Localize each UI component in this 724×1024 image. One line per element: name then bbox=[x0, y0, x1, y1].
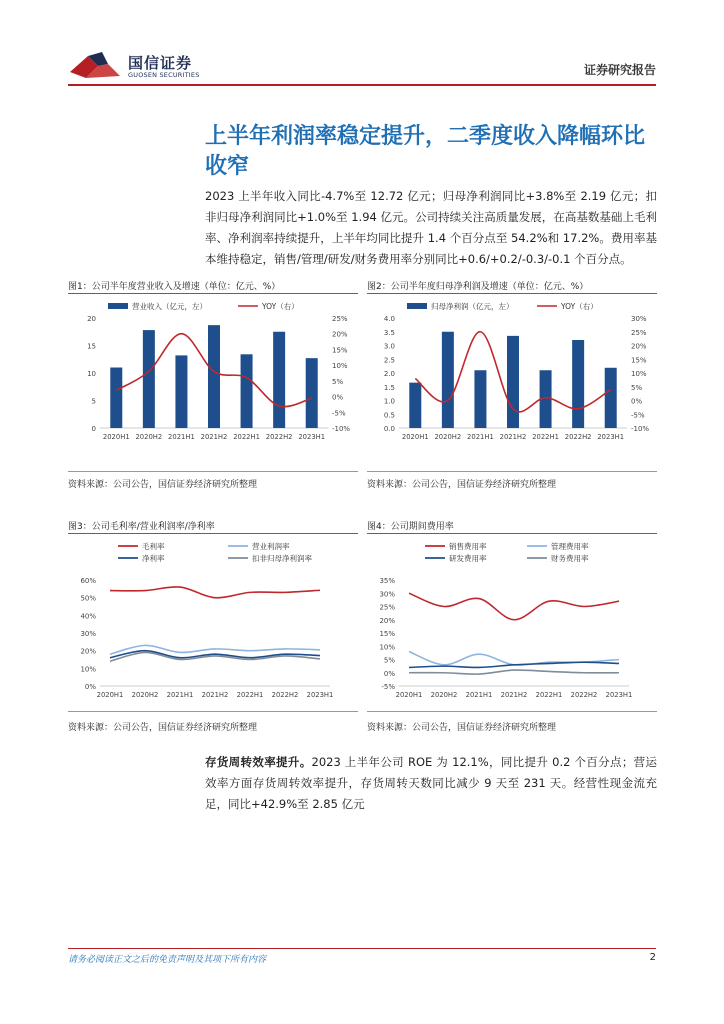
fig1-title: 图1：公司半年度营业收入及增速（单位：亿元、%） bbox=[68, 282, 281, 292]
fig2-ytick-left: 1.5 bbox=[383, 383, 395, 392]
fig3-ytick: 30% bbox=[80, 630, 96, 638]
fig2-bar bbox=[442, 332, 454, 428]
fig2-bar bbox=[409, 383, 421, 428]
fig2-title: 图2：公司半年度归母净利润及增速（单位：亿元、%） bbox=[367, 282, 589, 292]
fig2-ytick-right: 20% bbox=[631, 342, 647, 351]
fig1-bar bbox=[273, 332, 285, 428]
fig3-series-line bbox=[110, 587, 320, 598]
fig4-ytick: 15% bbox=[379, 630, 395, 638]
logo-text-cn: 国信证券 bbox=[128, 54, 193, 72]
fig1-ytick-left: 20 bbox=[87, 315, 96, 323]
fig3-title: 图3：公司毛利率/营业利润率/净利率 bbox=[68, 522, 215, 532]
logo-text-en: GUOSEN SECURITIES bbox=[128, 71, 200, 79]
fig2-legend-bar-label: 归母净利润（亿元，左） bbox=[431, 302, 514, 311]
fig4-ytick: 30% bbox=[379, 590, 395, 599]
fig1-bar bbox=[110, 368, 122, 429]
fig3-legend-label: 营业利润率 bbox=[252, 542, 290, 551]
fig2-legend-line-label: YOY（右） bbox=[561, 302, 598, 311]
fig2-ytick-right: -10% bbox=[631, 425, 650, 433]
fig4-legend-label: 销售费用率 bbox=[449, 542, 487, 551]
fig1-bar bbox=[175, 355, 187, 428]
fig1-xtick: 2022H1 bbox=[233, 433, 260, 441]
fig2-ytick-right: 25% bbox=[631, 328, 647, 337]
fig2-ytick-right: 15% bbox=[631, 356, 647, 365]
fig1-ytick-right: 0% bbox=[332, 393, 344, 402]
fig2-ytick-left: 3.5 bbox=[383, 328, 395, 337]
fig3-legend-label: 净利率 bbox=[142, 554, 165, 563]
fig1-ytick-right: 5% bbox=[332, 377, 344, 386]
fig1-ytick-right: 10% bbox=[332, 362, 348, 371]
fig1-xtick: 2023H1 bbox=[298, 433, 326, 441]
fig1-xtick: 2021H2 bbox=[200, 433, 228, 441]
fig4-source: 资料来源：公司公告，国信证券经济研究所整理 bbox=[367, 723, 557, 733]
fig2-bar bbox=[474, 370, 486, 428]
fig2-bar bbox=[605, 368, 617, 428]
fig4-title-rule bbox=[367, 533, 657, 534]
fig1-bar bbox=[241, 354, 253, 428]
fig2-ytick-right: 0% bbox=[631, 397, 643, 406]
fig1-ytick-left: 15 bbox=[87, 342, 96, 351]
fig3-source-rule bbox=[68, 711, 358, 712]
fig4-ytick: 20% bbox=[379, 616, 395, 625]
fig4-series-line bbox=[409, 670, 619, 674]
fig1-xtick: 2020H1 bbox=[102, 433, 130, 441]
fig1-chart bbox=[68, 298, 358, 468]
fig3-xtick: 2022H2 bbox=[271, 691, 299, 699]
fig1-bar bbox=[143, 330, 155, 428]
intro-paragraph: 2023 上半年收入同比-4.7%至 12.72 亿元；归母净利润同比+3.8%至 2.19 亿元；扣非归母净利润同比+1.0%至 1.94 亿元。公司持续关注高质量发展，在高基数基础上毛利率、净利润率持续提升，上半年均同比提升 1.4 个百分点至 54.2%和 17.2%。费用率基本维持稳定，销售/管理/研发/财务费用率分别同比+0.6/+0.2/-0.3/-0.1 个百分点。 bbox=[205, 189, 657, 266]
fig3-source: 资料来源：公司公告，国信证券经济研究所整理 bbox=[68, 723, 258, 733]
fig2-xtick: 2020H1 bbox=[401, 433, 429, 441]
fig1-xtick: 2022H2 bbox=[265, 433, 293, 441]
fig3-ytick: 10% bbox=[80, 665, 96, 674]
fig4-xtick: 2021H1 bbox=[465, 691, 493, 699]
fig3-ytick: 0% bbox=[84, 683, 96, 691]
fig2-ytick-left: 1.0 bbox=[383, 397, 395, 406]
fig4-xtick: 2021H2 bbox=[500, 691, 528, 699]
footer-disclaimer: 请务必阅读正文之后的免责声明及其项下所有内容 bbox=[68, 955, 267, 965]
fig1-ytick-left: 0 bbox=[91, 425, 96, 433]
fig1-legend-bar-label: 营业收入（亿元，左） bbox=[132, 302, 207, 311]
fig3-ytick: 50% bbox=[80, 594, 96, 603]
page-header bbox=[0, 0, 724, 90]
fig4-xtick: 2023H1 bbox=[605, 691, 633, 699]
fig2-xtick: 2022H2 bbox=[564, 433, 592, 441]
fig4-legend-label: 管理费用率 bbox=[551, 542, 589, 551]
fig1-xtick: 2021H1 bbox=[168, 433, 195, 441]
fig2-xtick: 2020H2 bbox=[434, 433, 462, 441]
fig2-xtick: 2021H2 bbox=[499, 433, 527, 441]
fig1-xtick: 2020H2 bbox=[135, 433, 163, 441]
fig1-legend-line-label: YOY（右） bbox=[262, 302, 299, 311]
fig2-source: 资料来源：公司公告，国信证券经济研究所整理 bbox=[367, 480, 557, 490]
fig3-ytick: 60% bbox=[80, 577, 96, 585]
fig3-legend-label: 毛利率 bbox=[142, 542, 165, 551]
fig4-ytick: 0% bbox=[383, 669, 395, 678]
fig1-legend-bar-swatch bbox=[108, 303, 128, 309]
fig3-xtick: 2021H1 bbox=[166, 691, 194, 699]
fig3-legend-label: 扣非归母净利润率 bbox=[252, 554, 312, 563]
fig1-ytick-left: 5 bbox=[91, 397, 96, 406]
page-number: 2 bbox=[649, 952, 656, 963]
section-title: 上半年利润率稳定提升，二季度收入降幅环比收窄 bbox=[205, 124, 646, 179]
fig3-xtick: 2020H1 bbox=[96, 691, 124, 699]
fig2-ytick-right: 30% bbox=[631, 315, 647, 323]
fig2-ytick-left: 0.5 bbox=[383, 411, 395, 420]
fig2-bar bbox=[572, 340, 584, 428]
fig4-legend-label: 研发费用率 bbox=[449, 554, 487, 563]
fig2-ytick-left: 4.0 bbox=[383, 315, 395, 323]
fig1-source: 资料来源：公司公告，国信证券经济研究所整理 bbox=[68, 480, 258, 490]
fig3-chart bbox=[68, 538, 358, 708]
fig1-ytick-right: 15% bbox=[332, 346, 348, 355]
inventory-body: 2023 上半年公司 ROE 为 12.1%，同比提升 0.2 个百分点；营运效率方面存货周转效率提升，存货周转天数同比减少 9 天至 231 天。经营性现金流充足，同比+42.9%至 2.85 亿元 bbox=[205, 755, 657, 811]
header-divider bbox=[68, 84, 656, 86]
fig4-xtick: 2022H1 bbox=[535, 691, 563, 699]
fig1-ytick-left: 10 bbox=[87, 370, 96, 378]
fig1-source-rule bbox=[68, 471, 358, 472]
fig4-series-line bbox=[409, 652, 619, 666]
fig4-ytick: 35% bbox=[379, 577, 395, 585]
fig2-ytick-left: 3.0 bbox=[383, 342, 395, 351]
fig4-chart bbox=[367, 538, 657, 708]
fig2-chart bbox=[367, 298, 657, 468]
fig4-xtick: 2020H2 bbox=[430, 691, 458, 699]
fig4-source-rule bbox=[367, 711, 657, 712]
fig4-xtick: 2022H2 bbox=[570, 691, 598, 699]
report-type-label: 证券研究报告 bbox=[583, 63, 656, 77]
footer-divider bbox=[68, 948, 656, 949]
fig4-xtick: 2020H1 bbox=[395, 691, 423, 699]
fig3-xtick: 2023H1 bbox=[306, 691, 334, 699]
fig2-xtick: 2023H1 bbox=[597, 433, 625, 441]
fig1-ytick-right: 25% bbox=[332, 315, 348, 323]
fig4-legend-label: 财务费用率 bbox=[551, 554, 589, 563]
fig3-title-rule bbox=[68, 533, 358, 534]
fig1-ytick-right: 20% bbox=[332, 330, 348, 339]
fig2-bar bbox=[507, 336, 519, 428]
fig1-ytick-right: -5% bbox=[332, 409, 346, 418]
fig4-ytick: 25% bbox=[379, 603, 395, 612]
fig2-ytick-right: -5% bbox=[631, 411, 645, 420]
fig4-title: 图4：公司期间费用率 bbox=[367, 522, 454, 532]
fig2-title-rule bbox=[367, 293, 657, 294]
fig1-bar bbox=[208, 325, 220, 428]
fig2-legend-bar-swatch bbox=[407, 303, 427, 309]
fig2-ytick-left: 2.5 bbox=[383, 356, 395, 365]
fig4-series-line bbox=[409, 593, 619, 620]
guosen-logo-icon bbox=[68, 50, 124, 80]
fig4-ytick: 10% bbox=[379, 643, 395, 652]
fig2-ytick-right: 5% bbox=[631, 383, 643, 392]
fig2-ytick-left: 2.0 bbox=[383, 370, 395, 378]
fig3-ytick: 40% bbox=[80, 612, 96, 621]
fig3-xtick: 2022H1 bbox=[236, 691, 264, 699]
fig4-ytick: -5% bbox=[381, 683, 395, 691]
fig3-xtick: 2020H2 bbox=[131, 691, 159, 699]
fig2-source-rule bbox=[367, 471, 657, 472]
fig4-ytick: 5% bbox=[383, 656, 395, 665]
fig2-ytick-left: 0.0 bbox=[383, 425, 395, 433]
inventory-paragraph bbox=[205, 752, 657, 815]
fig1-title-rule bbox=[68, 293, 358, 294]
fig2-xtick: 2021H1 bbox=[467, 433, 494, 441]
fig1-ytick-right: -10% bbox=[332, 425, 351, 433]
fig2-xtick: 2022H1 bbox=[532, 433, 559, 441]
fig3-xtick: 2021H2 bbox=[201, 691, 229, 699]
fig2-ytick-right: 10% bbox=[631, 370, 647, 378]
inventory-lead: 存货周转效率提升。 bbox=[205, 755, 312, 769]
fig1-bar bbox=[306, 358, 318, 428]
fig3-ytick: 20% bbox=[80, 647, 96, 656]
